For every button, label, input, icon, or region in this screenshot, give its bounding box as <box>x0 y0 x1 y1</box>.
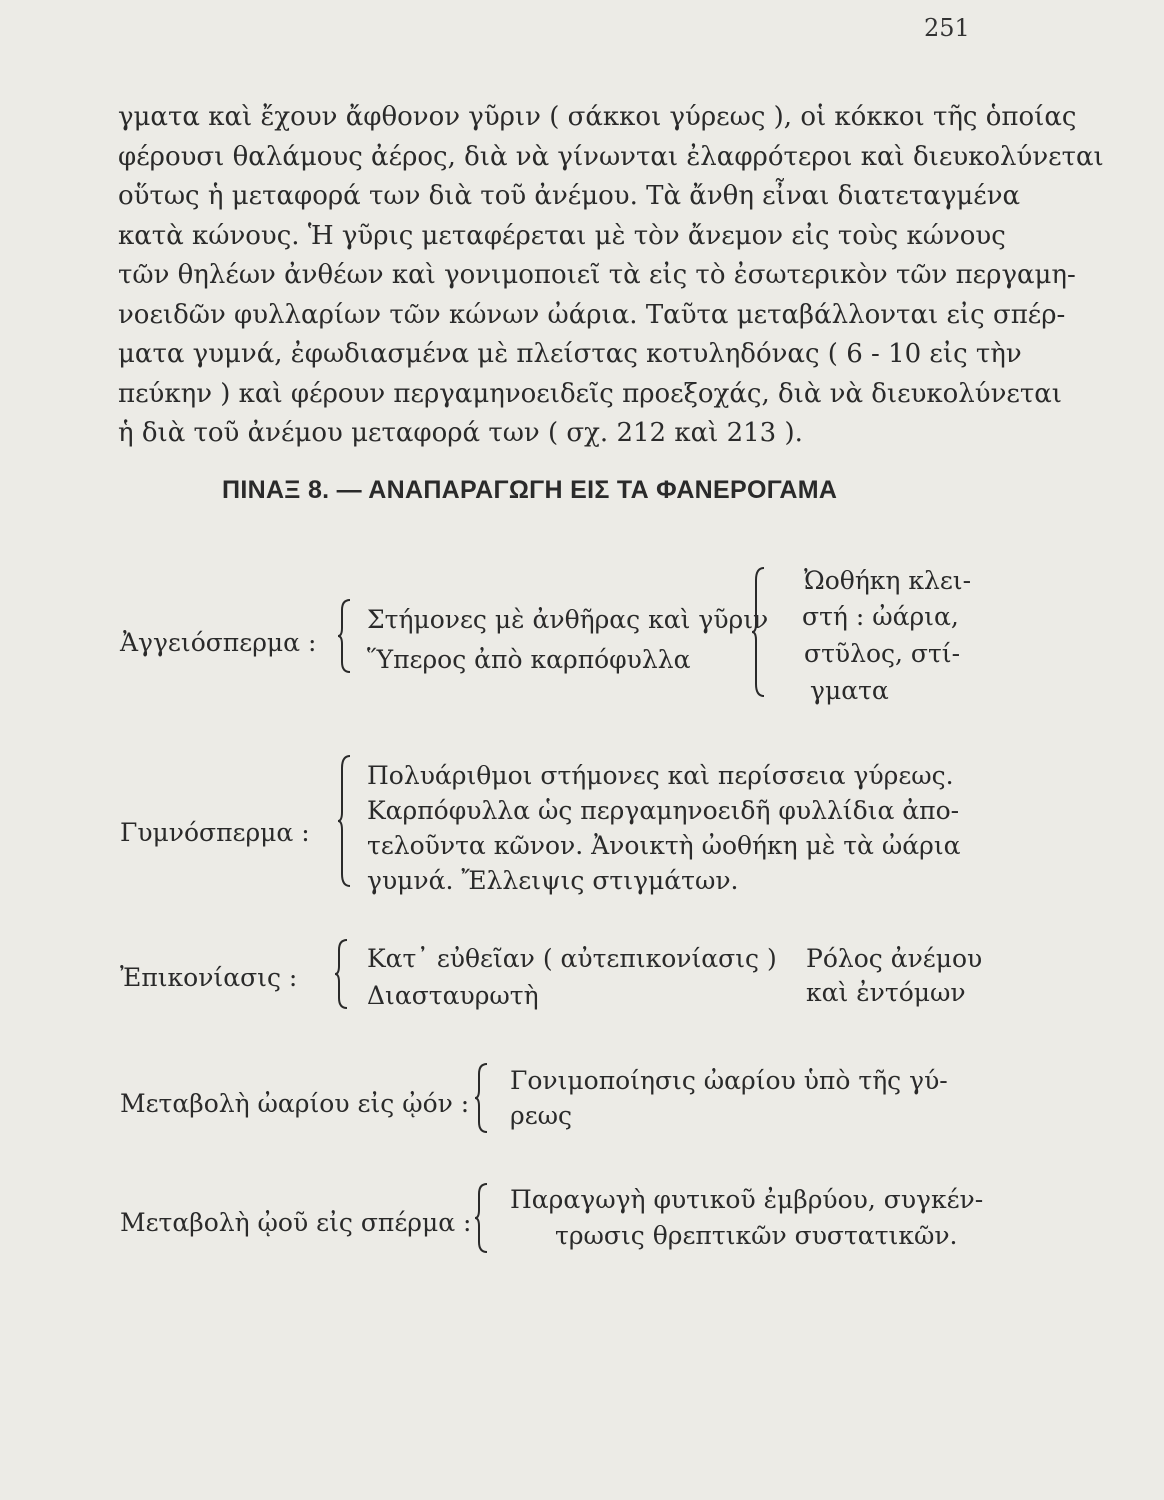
paragraph-line: πεύκην ) καὶ φέρουν περγαμηνοειδεῖς προεξοχάς, διὰ νὰ διευκολύνεται <box>118 378 1062 409</box>
paragraph-line: κατὰ κώνους. Ἡ γῦρις μεταφέρεται μὲ τὸν ἄνεμον εἰς τοὺς κώνους <box>118 220 1006 251</box>
gymnosperma-line: Πολυάριθμοι στήμονες καὶ περίσσεια γύρεως. <box>367 761 954 790</box>
paragraph-line: τῶν θηλέων ἀνθέων καὶ γονιμοποιεῖ τὰ εἰς τὸ ἐσωτερικὸν τῶν περγαμη- <box>118 260 1076 290</box>
gymnosperma-label: Γυμνόσπερμα : <box>120 818 310 847</box>
pollination-item: Κατ᾽ εὐθεῖαν ( αὐτεπικονίασις ) <box>367 944 777 973</box>
angiosperma-item: Στήμονες μὲ ἀνθῆρας καὶ γῦριν <box>367 605 769 634</box>
page-number: 251 <box>924 14 970 42</box>
left-brace <box>336 754 354 888</box>
table-title: ΠΙΝΑΞ 8. — ΑΝΑΠΑΡΑΓΩΓΗ ΕΙΣ ΤΑ ΦΑΝΕΡΟΓΑΜΑ <box>222 476 838 504</box>
pollination-label: Ἐπικονίασις : <box>120 963 298 992</box>
gymnosperma-line: τελοῦντα κῶνον. Ἀνοικτὴ ὠοθήκη μὲ τὰ ὠάρια <box>367 831 961 860</box>
paragraph-line: ἡ διὰ τοῦ ἀνέμου μεταφορά των ( σχ. 212 καὶ 213 ). <box>118 418 803 448</box>
angiosperma-subitem: στῦλος, στί- <box>804 639 961 668</box>
gymnosperma-line: Καρπόφυλλα ὡς περγαμηνοειδῆ φυλλίδια ἀπο- <box>367 796 960 825</box>
angiosperma-subitem: Ὠοθήκη κλει- <box>804 566 972 595</box>
left-brace <box>336 598 354 674</box>
angiosperma-item: Ὕπερος ἀπὸ καρπόφυλλα <box>367 645 691 674</box>
egg-change-line: Παραγωγὴ φυτικοῦ ἐμβρύου, συγκέν- <box>510 1185 984 1214</box>
left-brace <box>333 938 351 1010</box>
ovule-change-line: Γονιμοποίησις ὠαρίου ὑπὸ τῆς γύ- <box>510 1066 948 1095</box>
paragraph-line: φέρουσι θαλάμους ἀέρος, διὰ νὰ γίνωνται ἐλαφρότεροι καὶ διευκολύνεται <box>118 141 1104 172</box>
paragraph-line: γματα καὶ ἔχουν ἄφθονον γῦριν ( σάκκοι γύρεως ), οἱ κόκκοι τῆς ὁποίας <box>118 102 1077 132</box>
left-brace <box>750 566 768 698</box>
angiosperma-subitem: στή : ὠάρια, <box>802 602 959 631</box>
angiosperma-subitem: γματα <box>810 676 889 705</box>
paragraph-line: ματα γυμνά, ἐφωδιασμένα μὲ πλείστας κοτυληδόνας ( 6 - 10 εἰς τὴν <box>118 339 1022 369</box>
left-brace <box>473 1062 491 1134</box>
ovule-change-line: ρεως <box>510 1101 573 1130</box>
paragraph-line: νοειδῶν φυλλαρίων τῶν κώνων ὠάρια. Ταῦτα μεταβάλλονται εἰς σπέρ- <box>118 299 1066 330</box>
pollination-item: Διασταυρωτὴ <box>367 981 539 1010</box>
angiosperma-label: Ἀγγειόσπερμα : <box>120 628 317 657</box>
pollination-note: καὶ ἐντόμων <box>806 978 966 1007</box>
paragraph-line: οὕτως ἡ μεταφορά των διὰ τοῦ ἀνέμου. Τὰ ἄνθη εἶναι διατεταγμένα <box>118 181 1021 211</box>
gymnosperma-line: γυμνά. Ἔλλειψις στιγμάτων. <box>367 866 739 895</box>
ovule-change-label: Μεταβολὴ ὠαρίου εἰς ᾠόν : <box>120 1089 470 1118</box>
pollination-note: Ρόλος ἀνέμου <box>806 944 983 973</box>
body-paragraph <box>118 98 1104 454</box>
left-brace <box>473 1182 491 1254</box>
egg-change-label: Μεταβολὴ ᾠοῦ εἰς σπέρμα : <box>120 1208 472 1237</box>
egg-change-line: τρωσις θρεπτικῶν συστατικῶν. <box>555 1221 958 1250</box>
